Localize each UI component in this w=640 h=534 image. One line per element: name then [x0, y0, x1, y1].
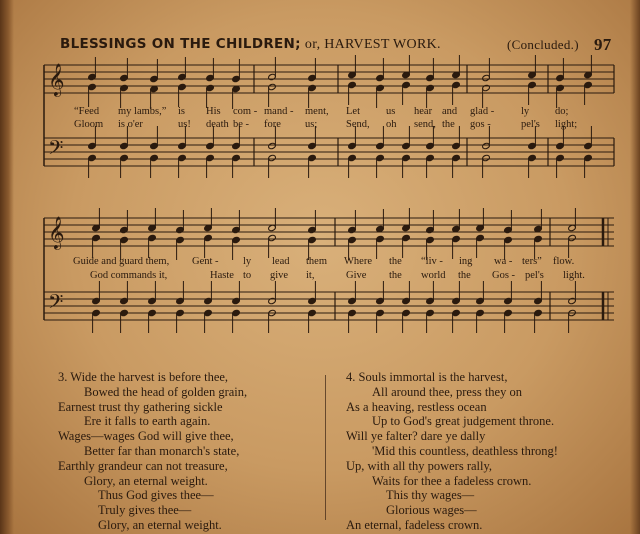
verse-line: Glorious wages—	[386, 503, 477, 518]
lyric-syllable: pel's	[525, 270, 544, 281]
verses-section	[0, 370, 640, 530]
lyric-syllable: the	[458, 270, 471, 281]
verse-line: 'Mid this countless, deathless throng!	[372, 443, 558, 458]
lyric-syllable: light.	[563, 270, 585, 281]
lyric-syllable: ly	[521, 106, 530, 117]
lyric-syllable: send,	[414, 119, 436, 130]
lyric-syllable: oh	[386, 119, 397, 130]
lyric-syllable: wa -	[494, 256, 513, 267]
lyric-syllable: fore	[264, 119, 281, 130]
lyric-syllable: Gloom	[74, 119, 104, 130]
verse-line: Thus God gives thee—	[98, 488, 214, 503]
lyric-syllable: to	[243, 270, 252, 281]
verse-line: All around thee, press they on	[372, 384, 522, 399]
lyric-syllable: give	[270, 270, 289, 281]
lyric-syllable: is o'er	[118, 119, 143, 130]
lyric-syllable: us!	[178, 119, 191, 130]
lyric-syllable: “Feed	[74, 106, 100, 117]
lyric-syllable: death	[206, 119, 229, 130]
hymn-alt-title: or, HARVEST WORK.	[304, 37, 441, 52]
verse-line: Up to God's great judgement throne.	[372, 414, 555, 429]
lyric-syllable: is	[178, 106, 186, 117]
lyric-syllable: do;	[555, 106, 569, 117]
stanza-4	[346, 370, 558, 533]
treble-clef-1: 𝄞	[48, 63, 65, 96]
lyric-syllable: “liv -	[421, 256, 443, 267]
lyric-syllable: lead	[272, 256, 290, 267]
lyric-syllable: God commands it,	[90, 270, 168, 281]
system1-verse1-lyrics	[0, 106, 640, 119]
system2-verse2-lyrics	[0, 270, 640, 283]
lyric-syllable: us;	[305, 119, 318, 130]
lyric-syllable: Gent -	[192, 256, 219, 267]
verse-line: Glory, an eternal weight.	[98, 517, 222, 532]
page-number: 97	[594, 35, 612, 54]
lyric-syllable: Give	[346, 270, 367, 281]
lyric-syllable: ters”	[522, 256, 542, 267]
system2-verse1-lyrics	[0, 256, 640, 269]
verse-line: Wages—wages God will give thee,	[58, 429, 234, 444]
lyric-syllable: world	[421, 270, 446, 281]
verse-line: Bowed the head of golden grain,	[84, 384, 248, 399]
lyric-syllable: ly	[243, 256, 252, 267]
lyric-syllable: flow.	[553, 256, 575, 267]
lyric-syllable: and	[442, 106, 458, 117]
lyric-syllable: His	[206, 106, 221, 117]
concluded-label: (Concluded.)	[507, 37, 579, 52]
lyric-syllable: Guide and guard them,	[73, 256, 170, 267]
lyric-syllable: light;	[555, 119, 578, 130]
verse-line: Earthly grandeur can not treasure,	[58, 458, 228, 473]
verse-line: As a heaving, restless ocean	[346, 399, 487, 414]
verse-line: Glory, an eternal weight.	[84, 473, 208, 488]
verse-line: Earnest trust thy gathering sickle	[58, 399, 223, 414]
lyric-syllable: hear	[414, 106, 433, 117]
lyric-syllable: the	[389, 270, 402, 281]
lyric-syllable: glad -	[470, 106, 495, 117]
lyric-syllable: com -	[233, 106, 258, 117]
lyric-syllable: Let	[346, 106, 360, 117]
verse-line: An eternal, fadeless crown.	[346, 517, 483, 532]
lyric-syllable: ment,	[305, 106, 329, 117]
lyric-syllable: be -	[233, 119, 250, 130]
verse-line: Will ye falter? dare ye dally	[346, 429, 486, 444]
lyric-syllable: Gos -	[492, 270, 516, 281]
verse-line: Truly gives thee—	[98, 503, 192, 518]
lyric-syllable: my lambs,”	[118, 106, 167, 117]
verse-line: Ere it falls to earth again.	[84, 414, 211, 429]
hymn-title: BLESSINGS ON THE CHILDREN;	[60, 36, 301, 52]
lyric-syllable: Send,	[346, 119, 370, 130]
column-divider	[325, 375, 326, 520]
verse-line: This thy wages—	[386, 488, 475, 503]
verse-line: Better far than monarch's state,	[84, 443, 240, 458]
bass-clef-2: 𝄢	[48, 290, 64, 318]
verse-line: Waits for thee a fadeless crown.	[372, 473, 532, 488]
treble-clef-2: 𝄞	[48, 216, 65, 249]
lyric-syllable: it,	[306, 270, 315, 281]
lyric-syllable: pel's	[521, 119, 540, 130]
verse-line: 3. Wide the harvest is before thee,	[58, 370, 229, 384]
verse-line: 4. Souls immortal is the harvest,	[346, 370, 508, 384]
bass-clef-1: 𝄢	[48, 136, 64, 164]
lyric-syllable: the	[442, 119, 455, 130]
lyric-syllable: the	[389, 256, 402, 267]
lyric-syllable: Haste	[210, 270, 234, 281]
lyric-syllable: them	[306, 256, 327, 267]
lyric-syllable: us	[386, 106, 396, 117]
lyric-syllable: mand -	[264, 106, 294, 117]
lyric-syllable: gos -	[470, 119, 491, 130]
lyric-syllable: Where	[344, 256, 372, 267]
system1-verse2-lyrics	[0, 119, 640, 132]
stanza-3	[58, 370, 247, 533]
verse-line: Up, with all thy powers rally,	[346, 458, 493, 473]
lyric-syllable: ing	[459, 256, 473, 267]
